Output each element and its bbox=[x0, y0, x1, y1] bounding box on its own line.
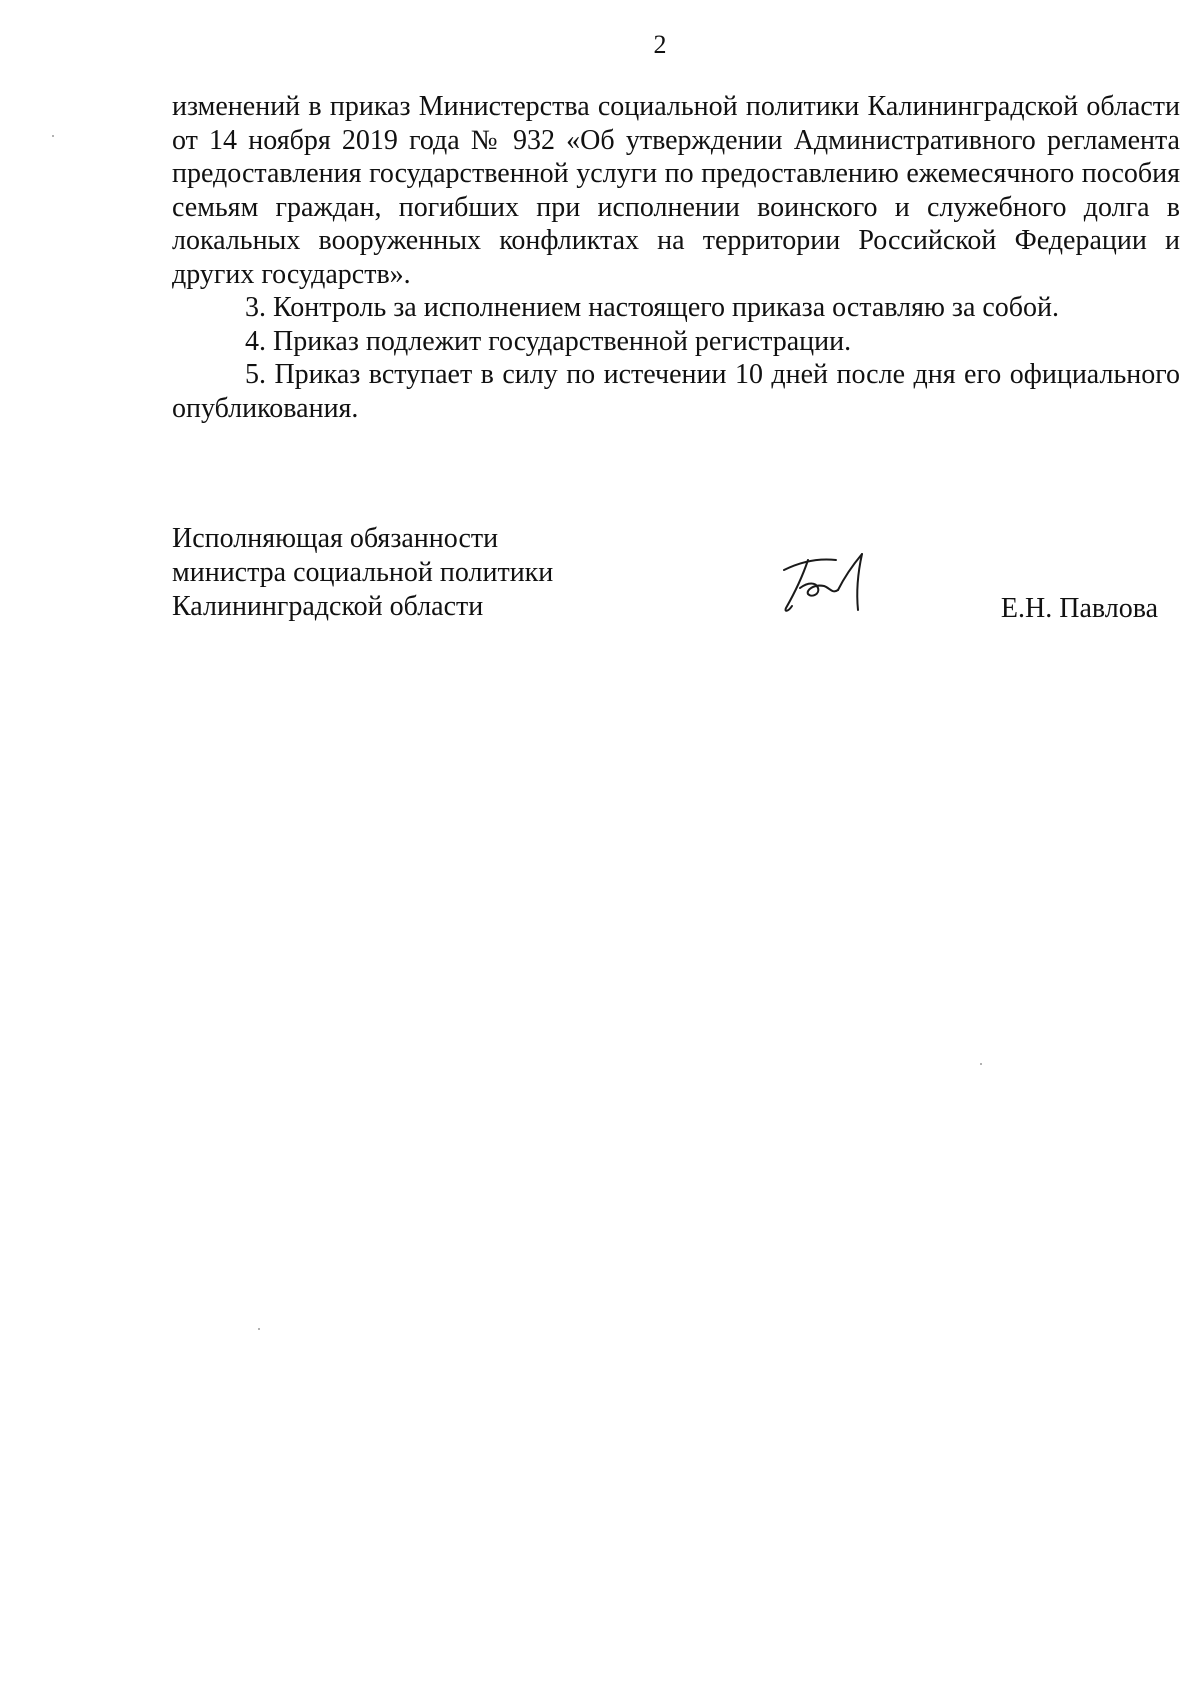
paragraph-item-4: 4. Приказ подлежит государственной регистрации. bbox=[245, 325, 852, 357]
signatory-position-line: Калининградской области bbox=[172, 591, 484, 622]
paragraph-continuation: изменений в приказ Министерства социальной политики Калининградской области от 14 ноября 2019 года № 932 «Об утверждении Административного регламента предоставления государственной услуги по предоставлению ежемесячного пособия семьям граждан, погибших при исполнении воинского и служебного долга в локальных вооруженных конфликтах на территории Российской Федерации и других государств». bbox=[172, 91, 1180, 290]
handwritten-signature bbox=[778, 548, 870, 616]
signatory-name: Е.Н. Павлова bbox=[1000, 593, 1158, 624]
scan-speck bbox=[258, 1328, 260, 1330]
page-number: 2 bbox=[653, 30, 667, 59]
signatory-position-line: Исполняющая обязанности bbox=[172, 523, 499, 554]
signatory-position-line: министра социальной политики bbox=[172, 557, 554, 588]
document-body bbox=[172, 90, 1180, 425]
paragraph-item-3: 3. Контроль за исполнением настоящего приказа оставляю за собой. bbox=[245, 292, 1060, 323]
scan-speck bbox=[52, 135, 54, 137]
scan-speck bbox=[980, 1063, 982, 1065]
signatory-position bbox=[172, 522, 553, 624]
paragraph-item-5: 5. Приказ вступает в силу по истечении 10 дней после дня его официального опубликования. bbox=[172, 359, 1180, 424]
